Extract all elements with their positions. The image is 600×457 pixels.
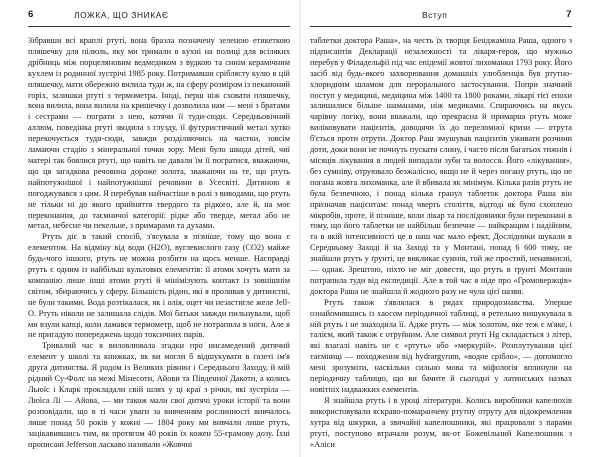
- left-page-body: [28, 36, 290, 450]
- right-page-number: 7: [566, 9, 572, 20]
- right-running-title: Вступ: [422, 10, 448, 20]
- left-page-number: 6: [28, 9, 34, 20]
- paragraph: Ртуть діє в такий спосіб, з'ясувала я пізніше, тому що вона є елементом. На відміну від води (H2O), вуглекислого газу (CO2) майже будь-чого іншого, ртуть не можна розбити на щось менше. Насправді ртуть є одним із найбільш культових елементів: її атоми хочуть мати за компанію лише інші атоми ртуті й мінімізують контакт із зовнішнім світом, збираючись у сферу. Більшість рідин, які я проливав у дитинстві, не були такими. Вода розтікалася, як і олія, оцет чи незастигле желе Jell-O. Ртуть ніколи не залишала слідів. Мої батьки завжди пильнували, щоб ми взули капці, коли ламався термометр, щоб не потрапила в ноги. Але я не пригадую попереджень щодо токсичних парів.: [28, 232, 290, 340]
- right-running-header: [310, 4, 572, 27]
- left-running-title: ЛОЖКА, ЩО ЗНИКАЄ: [74, 10, 169, 20]
- paragraph: Тривалий час я виловлювала згадки про нисамедений дитячий елемент у школі та книжках, як ви могли б відшукувати в газеті ім'я друга дитинства. Я родом із Великих рівнин і Середнього Заходу, й мій рідний Су-Фолс на межі Мінесоти, Айови та Південної Дакоти, а колись Льюїс і Кларк прокладали свій шлях у ці краї з річки, які зустріла — Люїса Лі — Айова, — ми також мали свої дитячі уроки історії та вони розповідали, що в ті часи уваги за вивченням рослинності вивчалось лише понад 50 років у кожні — 1804 року ми вивчали лише ртуть, зацікавившись тим, як протягом 40 років їх кожен 55-грамову дозу. Їхні прописані Jefferson ласкаво називали «Жовчні: [28, 341, 290, 449]
- left-running-header: [28, 4, 290, 27]
- paragraph: Я знайшла ртуть і в уроці літератури. Колись виробники капелюхів використовували яскраво-помаранчеву ртутну отруту для відокремлення хутра від шкурки, а звичайні капелюшники, які працювали з парами ртуті, поступово втрачали розум, як-от Божевільний Капелюшник з «Аліси: [310, 395, 572, 449]
- right-page-body: [310, 36, 572, 450]
- paragraph: Ртуть також з'являлася в рядах природознавства. Уперше ознайомившись із хаосом періодичної таблиці, я ретельно вишукувала в ній ртуть і не знаходила її. Адже ртуть — між золотом, яке теж є м'яке, і талієм, який також є отруйним. Але символ ртуті Hg складається з літер, які взагалі навіть не є «ртуть» або «меркурій». Розплутування цієї таємниці — походження від hydrargyrum, «водне срібло», — допомогло мені зрозуміти, наскільки сильно мова та міфологія вплинули на періодичну таблицю, що ви бачите й сьогодні у латинських назвах новітніх надважких елементів.: [310, 297, 572, 394]
- right-page: [300, 0, 600, 457]
- paragraph: Зібравши всі краплі ртуті, вона бразла позначену зеленою етикеткою пляшечку для пілюль, яку ми тримали в кухні на полиці для всіляких дрібниць між порцеляновим ведмедиком з вудкою та синім керамічним кухлем із родинної зустрічі 1985 року. Потримавши сріблясту кулю в цій пляшечку, мати обережно вилила туди ж, на сферу розміром із пеканоний горіх, залишки ртуті з термометра. Іноді, перш ніж сховати пляшечку, вона вилила, вона вилила на кришечку і дозволила нам — мені з братами і сестрами — пограти з нею, котячи її туди-сюди. Середньовічний аллюм, поведінка ртуті зводила з глузду, її футуристичний метал хутко перекочується туди-сюди, завжди розділяючись на частки, зовсім ламаючи стадію з мінеральної точки зору. Мені було шкода дітей, чиї матері так боялися ртуті, що навіть не давали їм її погратися, вважаючи, що ця загадкова речовина дороже золота, зважаючи на те, що ртуть найпотужнішої і найпотужнішої речовини в Усесвіті. Дитиною я погоджувався з цим. Я перебував найчастіше в ролі з виводами, що ртуть не тільки ні до якого прийняття твердого та рідкого, але й, на моє переконання, до таємничої категорії: рідке або тверде, метал або не метал, небесне чи пекельне, з примарами та духами.: [28, 36, 290, 231]
- paragraph: таблетки доктора Раша», на честь їх творця Бенджаміна Раша, одного з підписантів Декларації незалежності та лікаря-героя, що мужньо перебув у Філадельфії під час епідемії жовтої лихоманки 1793 року. Його засіб від будь-якого захворювання домашніх улюбленців був ртутно-хлоридним шламом для перорального застосування. Попри значний поступ у медицині, медицина між 1400 та 1800 роками, лікарі тієї епохи залишалися більше шаманами, ніж медиками. Спираючись на якусь чарівну логіку, вони вважали, що прекрасна й примарна ртуть може виліковувати пацієнтів, доводячи їх до переломної кризи — отрута б'ється проти отрути. Доктор Раш змушував пацієнтів уживати розчини доти, доки вони не почнуть пускати слину, і часто після багатьох тижнів і місяців лікування в людей випадали зуби та волосся. Його «лікування», без сумніву, отруювало безжалісно, якщо не й через погану ртуть, що не погана жовта лихоманка, але й вбивала як мінімум. Кілька разів ртуть не була безпечною, і понад кілька гранул таблеток доктора Раша він призначав пацієнтам: понад чверть століття, відтоді як було схоплено мікробів, проте, й пізніше, коли лікар та послідовники були переконані в тому, що його таблетки не найбільш безпечне — найкращим і надійним, та в якій інтенсивності це в наш час мало ефект, Дослідники шукали в Середньому Заході й на Заході та у Монтані, понад 6 600 тому, не знайшли ртуть у ґрунті, це викликає сумнів, той же простий, ненавмисні, — однак. Зрештою, ніхто не міг довести, що ртуть в ґрунті Монтани потрапила туди від експедиції. Але в той час я ніде про «Громовержців» доктора Раша не знайшла й жодного разу не чула цієї назви.: [310, 36, 572, 296]
